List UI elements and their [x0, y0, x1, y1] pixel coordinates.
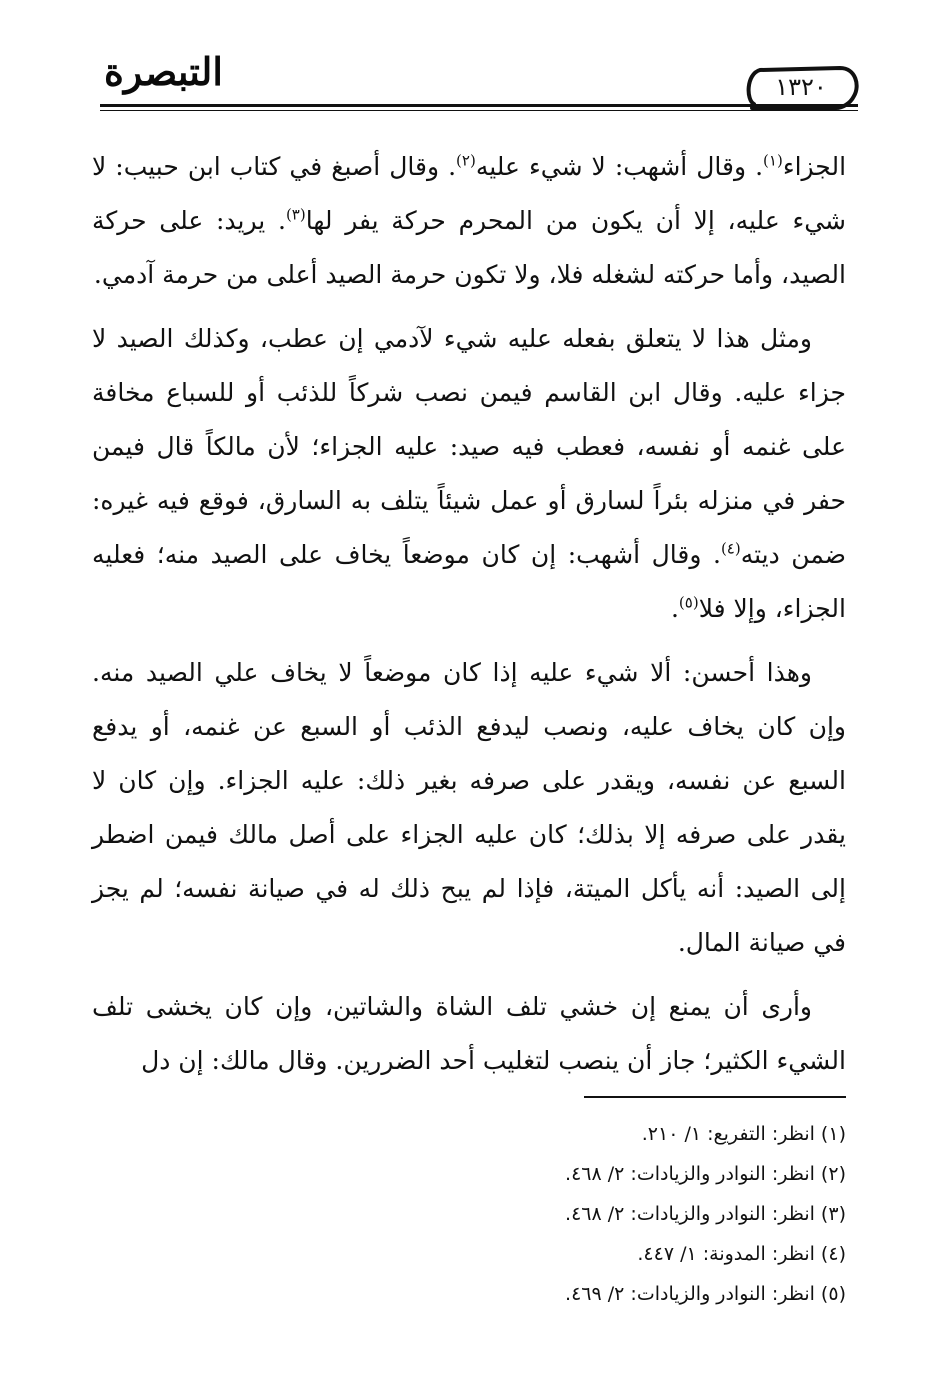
- header-rule-thin: [100, 110, 858, 111]
- paragraph: [92, 646, 846, 970]
- text-segment: . وقال أشهب: لا شيء عليه: [475, 152, 764, 181]
- footnote: (٣) انظر: النوادر والزيادات: ٢/ ٤٦٨.: [565, 1203, 846, 1225]
- text-segment: . وقال أصبغ في كتاب ابن حبيب: لا شيء عليه، إلا أن يكون من المحرم حركة يفر لها: [92, 152, 846, 235]
- text-segment: ومثل هذا لا يتعلق بفعله عليه شيء لآدمي إن عطب، وكذلك الصيد لا جزاء عليه. وقال ابن القاسم فيمن نصب شركاً للذئب أو للسباع مخافة على غنمه أو نفسه، فعطب فيه صيد: عليه الجزاء؛ لأن مالكاً قال فيمن حفر في منزله بئراً لسارق أو عمل شيئاً يتلف به السارق، فوقع فيه غيره: ضمن ديته: [92, 324, 846, 569]
- footnote-reference: (٣): [285, 205, 306, 224]
- footnote: (٢) انظر: النوادر والزيادات: ٢/ ٤٦٨.: [565, 1163, 846, 1185]
- paragraph: [92, 140, 846, 302]
- running-title: التبصرة: [104, 49, 223, 94]
- text-segment: . وقال أشهب: إن كان موضعاً يخاف على الصيد منه؛ فعليه الجزاء، وإلا فلا: [92, 540, 846, 623]
- footnote-separator: [584, 1096, 846, 1098]
- text-segment: الجزاء: [782, 152, 847, 181]
- paragraph: [92, 312, 846, 636]
- footnotes: [92, 1114, 846, 1314]
- page-header: [100, 44, 858, 114]
- footnote: (٤) انظر: المدونة: ١/ ٤٤٧.: [637, 1243, 846, 1265]
- text-segment: وأرى أن يمنع إن خشي تلف الشاة والشاتين، وإن كان يخشى تلف الشيء الكثير؛ جاز أن ينصب لتغليب أحد الضررين. وقال مالك: إن دل: [92, 992, 846, 1075]
- text-segment: .: [670, 594, 679, 623]
- text-segment: وهذا أحسن: ألا شيء عليه إذا كان موضعاً لا يخاف علي الصيد منه. وإن كان يخاف عليه، ونصب ليدفع الذئب أو السبع عن غنمه، أو يدفع السبع عن نفسه، ويقدر على صرفه بغير ذلك: عليه الجزاء. وإن كان لا يقدر على صرفه إلا بذلك؛ كان عليه الجزاء على أصل مالك فيمن اضطر إلى الصيد: أنه يأكل الميتة، فإذا لم يبح ذلك له في صيانة نفسه؛ لم يجز في صيانة المال.: [92, 658, 846, 957]
- main-text: [92, 140, 846, 1098]
- footnote: (١) انظر: التفريع: ١/ ٢١٠.: [641, 1123, 846, 1145]
- header-rule: [100, 104, 858, 107]
- paragraph: [92, 980, 846, 1088]
- text-segment: . يريد: على حركة الصيد، وأما حركته لشغله فلا، ولا تكون حرمة الصيد أعلى من حرمة آدمي.: [92, 206, 846, 289]
- footnote-reference: (٥): [678, 593, 699, 612]
- footnote-reference: (٤): [720, 539, 741, 558]
- footnote-reference: (١): [763, 151, 783, 170]
- footnote: (٥) انظر: النوادر والزيادات: ٢/ ٤٦٩.: [565, 1283, 846, 1305]
- footnote-reference: (٢): [456, 151, 476, 170]
- page-number: ١٣٢٠: [775, 73, 827, 101]
